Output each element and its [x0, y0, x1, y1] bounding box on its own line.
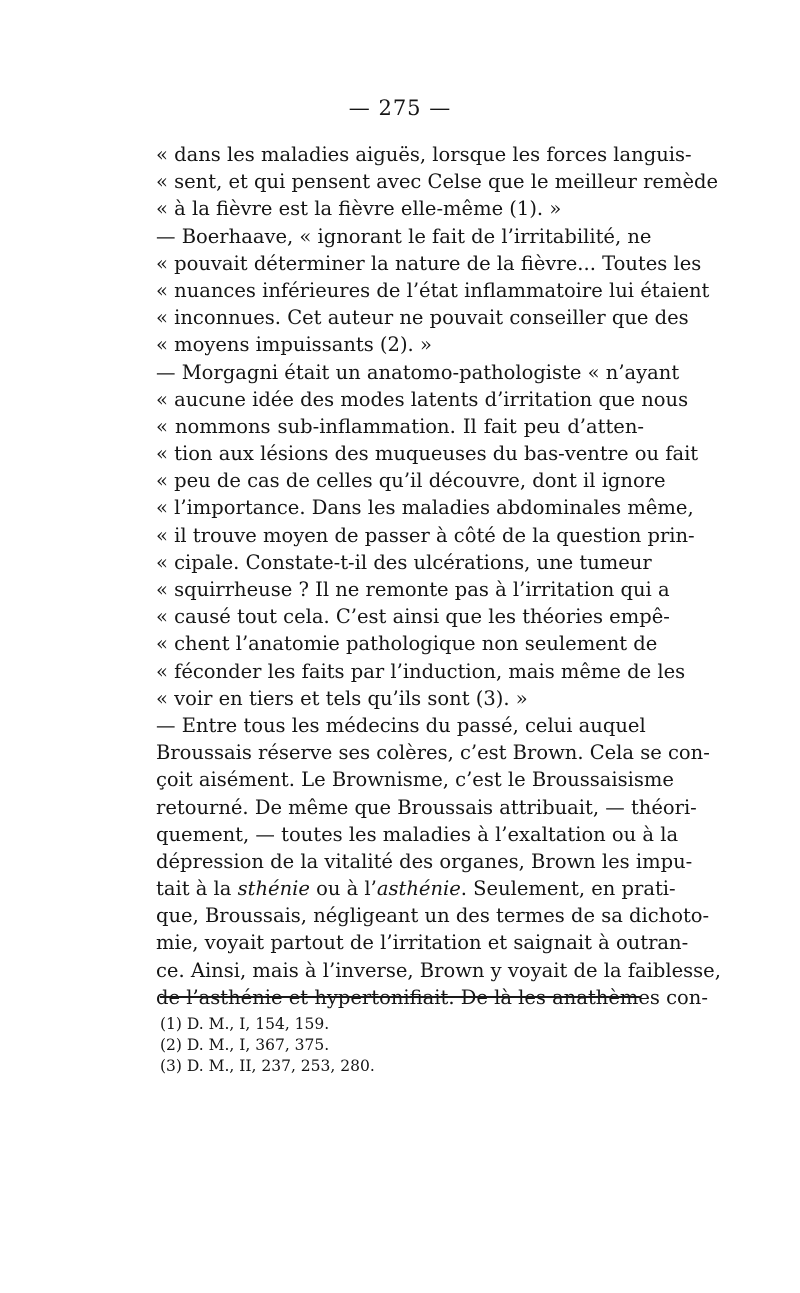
text-line: mie, voyait partout de l’irritation et saignait à outran-: [156, 931, 689, 955]
text-line: « voir en tiers et tels qu’ils sont (3). »: [156, 686, 528, 710]
text-line: « à la fièvre est la fièvre elle-même (1). »: [156, 197, 562, 221]
text-line: ce. Ainsi, mais à l’inverse, Brown y voyait de la faiblesse,: [156, 958, 721, 982]
text-line: « il trouve moyen de passer à côté de la question prin-: [156, 523, 695, 547]
text-line: « cipale. Constate-t-il des ulcérations, une tumeur: [156, 550, 652, 574]
text-line: « peu de cas de celles qu’il découvre, dont il ignore: [156, 469, 666, 493]
text-line: « féconder les faits par l’induction, mais même de les: [156, 659, 686, 683]
text-line: « moyens impuissants (2). »: [156, 333, 432, 357]
text-line: retourné. De même que Broussais attribuait, — théori-: [156, 795, 697, 819]
text-line: — Boerhaave, « ignorant le fait de l’irritabilité, ne: [156, 224, 652, 248]
text-line: tait à la sthénie ou à l’asthénie. Seulement, en prati-: [156, 877, 676, 901]
text-line: « tion aux lésions des muqueuses du bas-ventre ou fait: [156, 442, 699, 466]
text-line: « l’importance. Dans les maladies abdominales même,: [156, 496, 694, 520]
text-line: « nommons sub-inflammation. Il fait peu d’atten-: [156, 414, 644, 438]
footnote: (3) D. M., II, 237, 253, 280.: [160, 1057, 375, 1075]
footnote: (2) D. M., I, 367, 375.: [160, 1036, 330, 1054]
text-line: Broussais réserve ses colères, c’est Brown. Cela se con-: [156, 741, 710, 765]
text-line: « causé tout cela. C’est ainsi que les théories empê-: [156, 605, 670, 629]
footnotes: [160, 1014, 640, 1077]
text-line: « inconnues. Cet auteur ne pouvait conseiller que des: [156, 306, 689, 330]
text-line: « chent l’anatomie pathologique non seulement de: [156, 632, 658, 656]
text-line: « pouvait déterminer la nature de la fièvre... Toutes les: [156, 251, 702, 275]
text-line: — Morgagni était un anatomo-pathologiste « n’ayant: [156, 360, 680, 384]
text-line: dépression de la vitalité des organes, Brown les impu-: [156, 849, 693, 873]
text-line: — Entre tous les médecins du passé, celui auquel: [156, 713, 646, 737]
text-line: « nuances inférieures de l’état inflammatoire lui étaient: [156, 278, 710, 302]
text-line: « squirrheuse ? Il ne remonte pas à l’irritation qui a: [156, 578, 670, 601]
text-line: quement, — toutes les maladies à l’exaltation ou à la: [156, 822, 679, 846]
text-line: de l’asthénie et hypertonifiait. De là les anathèmes con-: [156, 985, 708, 1009]
text-line: çoit aisément. Le Brownisme, c’est le Broussaisisme: [156, 768, 674, 792]
footnote: (1) D. M., I, 154, 159.: [160, 1015, 330, 1033]
page-number: — 275 —: [348, 96, 452, 120]
footnote-rule: [160, 996, 640, 998]
text-line: « aucune idée des modes latents d’irritation que nous: [156, 387, 689, 411]
text-line: que, Broussais, négligeant un des termes de sa dichoto-: [156, 904, 710, 928]
body-text: [156, 141, 721, 1011]
text-line: « dans les maladies aiguës, lorsque les forces languis-: [156, 143, 692, 166]
text-line: « sent, et qui pensent avec Celse que le meilleur remède: [156, 170, 719, 194]
